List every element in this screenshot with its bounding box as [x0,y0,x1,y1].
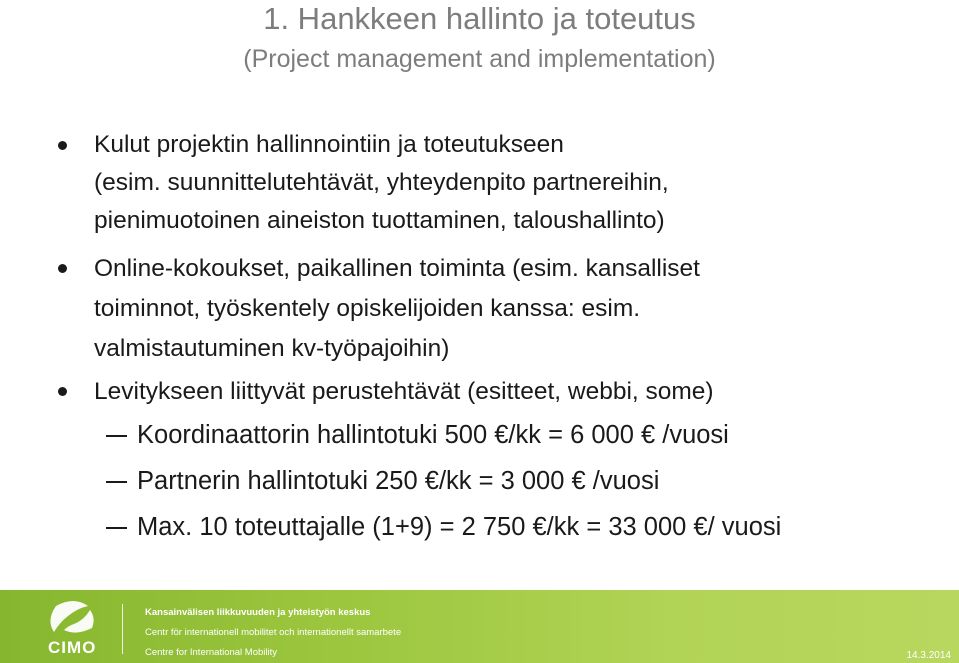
footer-divider [122,604,123,654]
bullet-line: valmistautuminen kv-työpajoihin) [94,335,450,362]
org-name-fi: Kansainvälisen liikkuvuuden ja yhteistyön keskus [145,607,371,618]
sub-item-2 [48,458,948,504]
logo-text: CIMO [48,638,97,657]
bullet-line: Online-kokoukset, paikallinen toiminta (esim. kansalliset [94,255,700,282]
bullet-line: toiminnot, työskentely opiskelijoiden kanssa: esim. [94,295,641,322]
sub-item-1 [48,412,948,458]
org-name-sv: Centr för internationell mobilitet och internationellt samarbete [145,627,402,638]
slide-title: 1. Hankkeen hallinto ja toteutus [263,1,696,36]
bullet-item-1 [48,126,948,240]
sub-item-3 [48,504,948,550]
sub-item-text: Koordinaattorin hallintotuki 500 €/kk = 6 000 € /vuosi [137,421,729,449]
dash-icon [106,435,127,437]
bullet-item-3 [48,372,948,412]
bullet-item-2 [48,249,948,369]
bullet-icon [58,264,67,273]
slide-date: 14.3.2014 [906,650,951,661]
footer-bar [0,590,959,663]
bullet-icon [58,387,67,396]
cimo-logo [38,598,110,660]
slide-subtitle: (Project management and implementation) [243,45,716,73]
bullet-line: pienimuotoinen aineiston tuottaminen, taloushallinto) [94,207,665,234]
dash-icon [106,527,127,529]
slide-body [48,126,948,550]
bullet-icon [58,141,67,150]
dash-icon [106,481,127,483]
sub-item-text: Partnerin hallintotuki 250 €/kk = 3 000 € /vuosi [137,467,660,495]
bullet-line: (esim. suunnittelutehtävät, yhteydenpito partnereihin, [94,169,669,196]
org-name-en: Centre for International Mobility [145,647,278,658]
bullet-line: Kulut projektin hallinnointiin ja toteutukseen [94,131,564,158]
bullet-line: Levitykseen liittyvät perustehtävät (esitteet, webbi, some) [94,378,714,405]
sub-item-text: Max. 10 toteuttajalle (1+9) = 2 750 €/kk = 33 000 €/ vuosi [137,513,782,541]
cimo-emblem-icon [38,598,110,638]
